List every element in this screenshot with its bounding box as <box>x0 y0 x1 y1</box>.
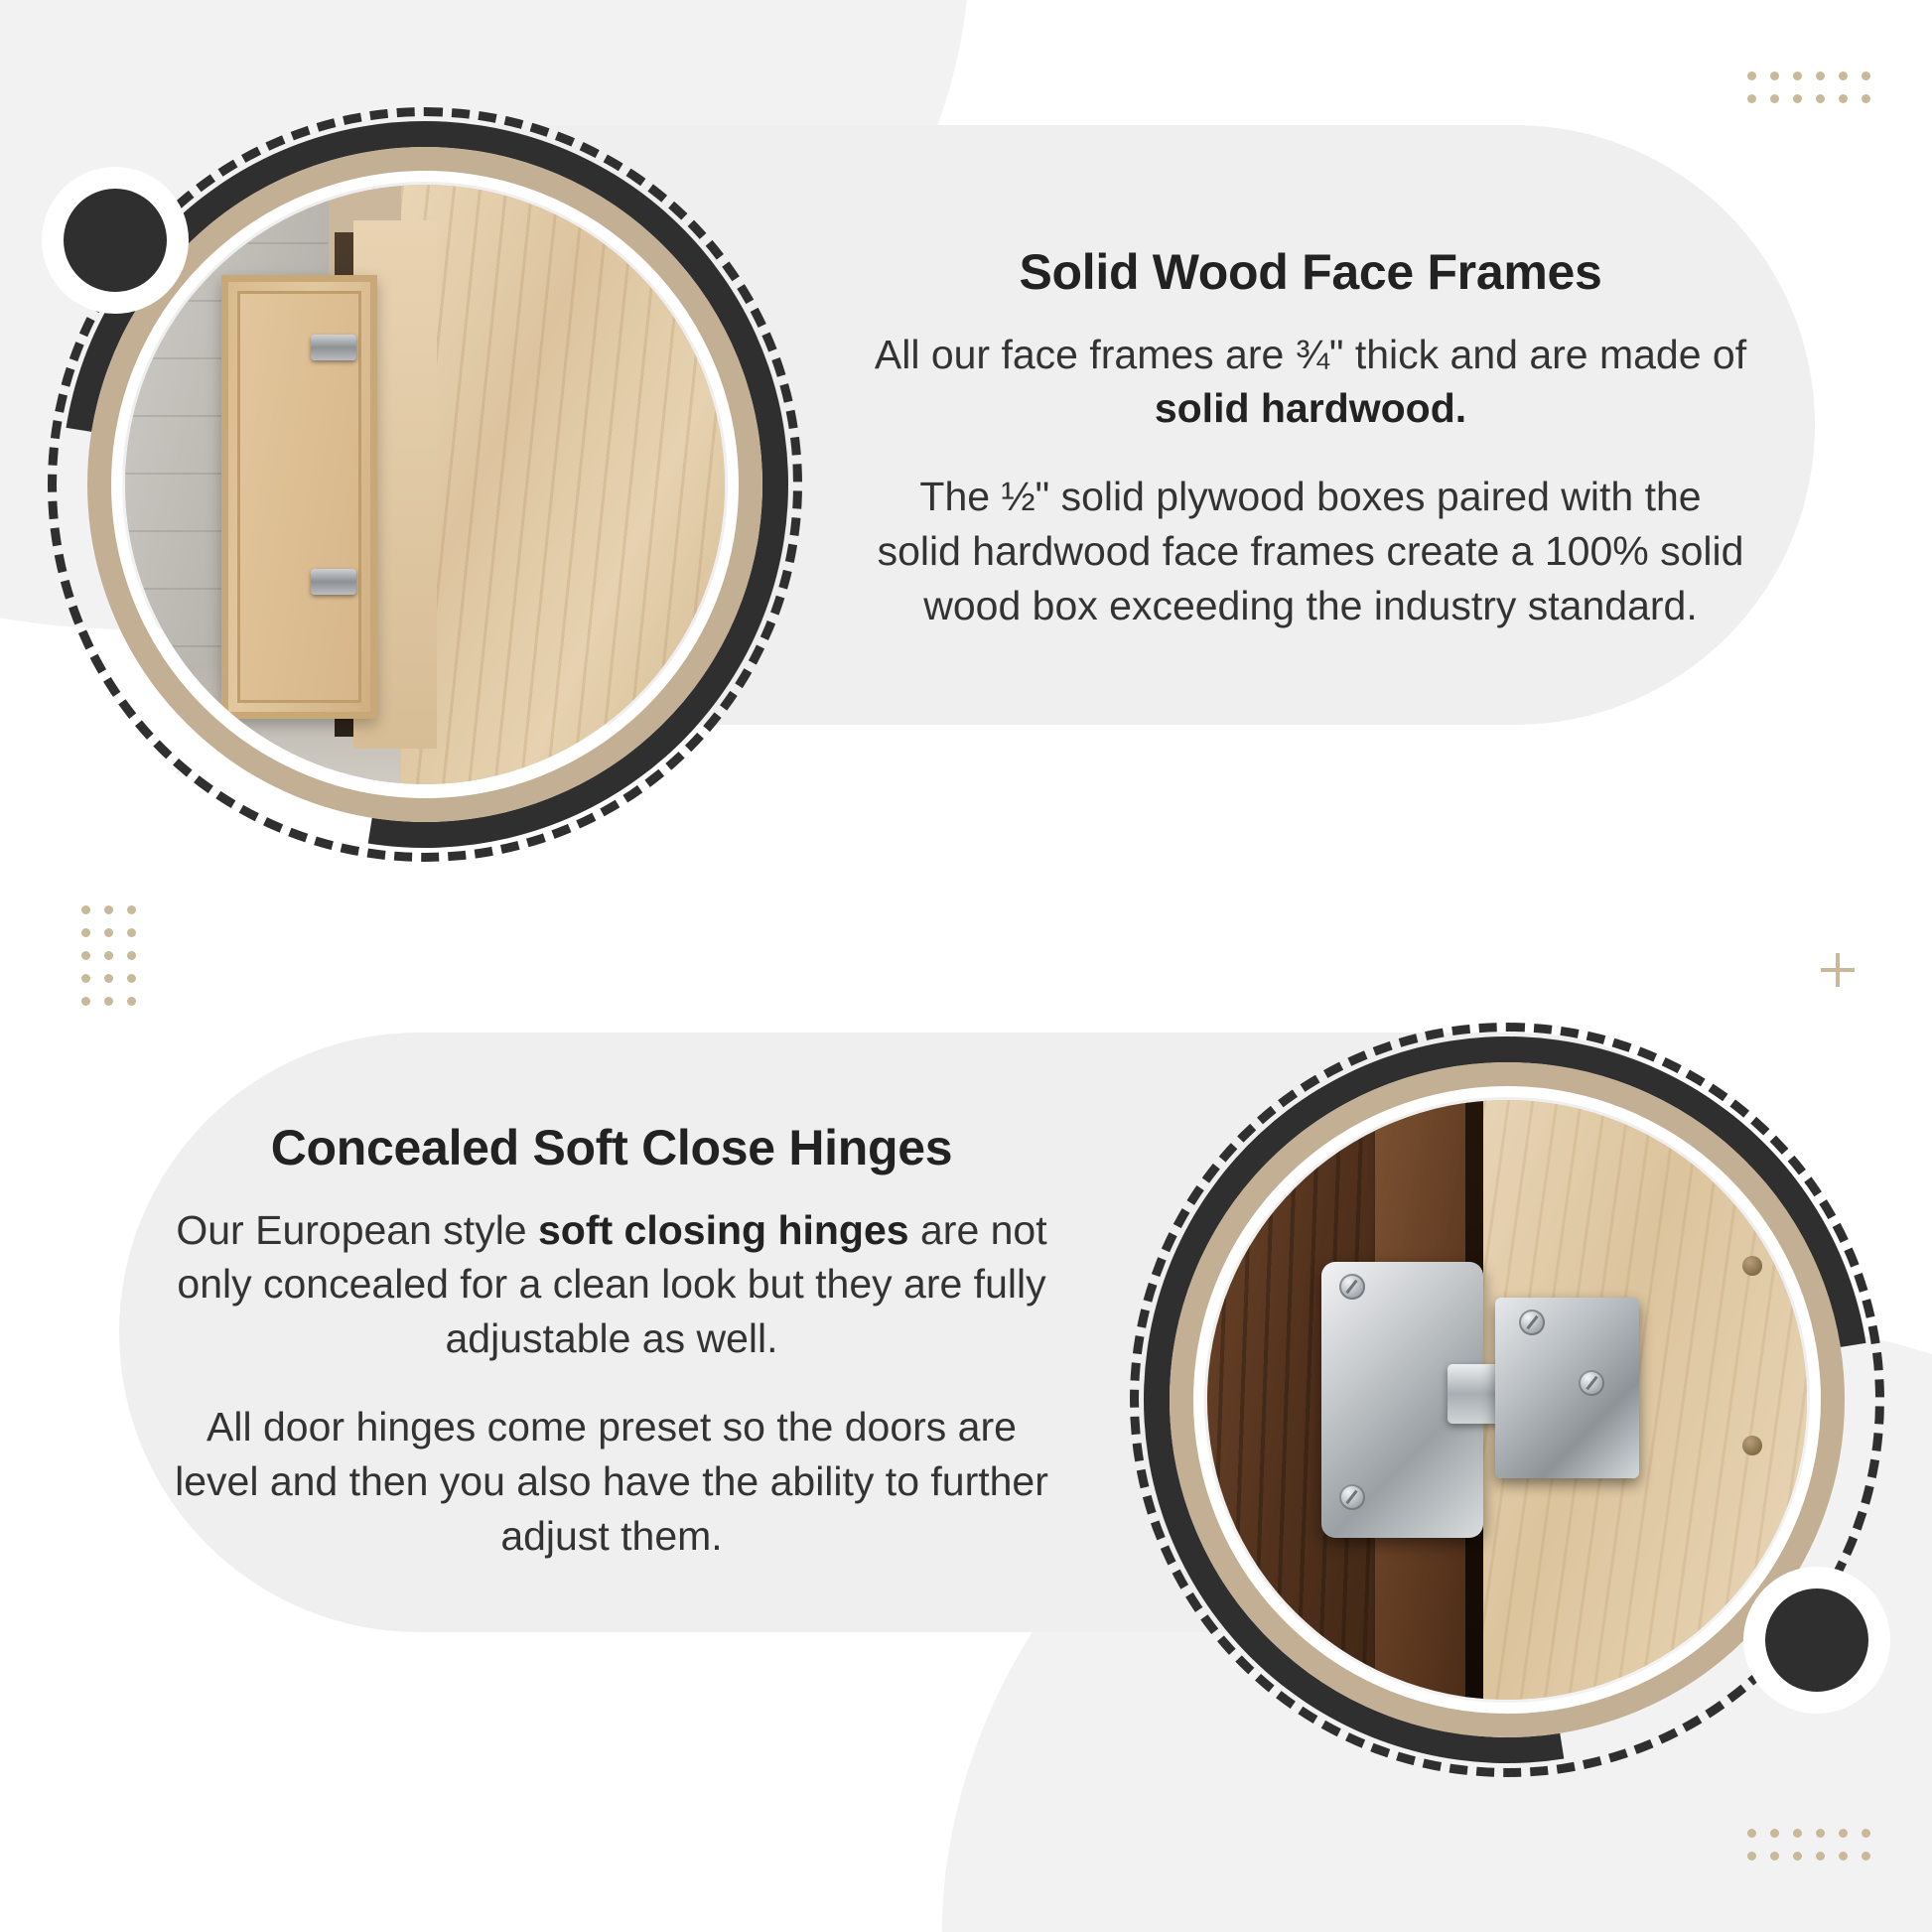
photo-drilled-hole-lower <box>1742 1436 1762 1455</box>
photo-cabinet-side-panel <box>401 185 725 784</box>
hinges-paragraph-1-text-end: are not only concealed for a clean look but they are fully adjustable as well. <box>177 1206 1047 1362</box>
hinges-paragraph-1-text-start: Our European style <box>176 1206 538 1253</box>
hinges-text-block <box>175 1120 1048 1564</box>
photo-hinge-screw <box>1339 1484 1365 1510</box>
face-frames-paragraph-2-text: The ½" solid plywood boxes paired with the solid hardwood face frames create a 100% solid wood box exceeding the industry standard. <box>877 474 1744 629</box>
face-frames-paragraph-1 <box>874 328 1747 437</box>
plus-decoration-icon <box>1821 953 1855 987</box>
dot-grid-left-middle <box>81 905 136 1006</box>
photo-drilled-hole-upper <box>1742 1256 1762 1276</box>
photo-hinge-lower <box>311 569 356 595</box>
photo-hinge-upper <box>311 335 356 360</box>
hinges-paragraph-1 <box>175 1203 1048 1367</box>
photo-hinge-screw <box>1339 1274 1365 1300</box>
accent-bubble-top-left <box>42 167 189 314</box>
face-frames-paragraph-1-text: All our face frames are ¾" thick and are made of <box>874 331 1747 377</box>
face-frames-heading: Solid Wood Face Frames <box>1019 244 1602 300</box>
face-frames-text-block <box>874 244 1747 633</box>
face-frames-paragraph-2 <box>874 470 1747 633</box>
hinges-paragraph-1-bold: soft closing hinges <box>538 1206 909 1253</box>
photo-hinge-mounting-plate <box>1495 1298 1639 1477</box>
concealed-hinge-photo <box>1207 1100 1807 1700</box>
dot-grid-bottom-right <box>1747 1829 1870 1861</box>
accent-bubble-bottom-right <box>1743 1567 1890 1714</box>
hinges-heading: Concealed Soft Close Hinges <box>270 1120 953 1175</box>
dot-grid-top-right <box>1747 71 1870 103</box>
open-cabinet-photo <box>125 185 725 784</box>
hinges-paragraph-2-text: All door hinges come preset so the doors are level and then you also have the ability to further adjust them. <box>175 1404 1048 1560</box>
hinges-paragraph-2 <box>175 1400 1048 1564</box>
face-frames-paragraph-1-bold: solid hardwood. <box>1154 385 1467 432</box>
